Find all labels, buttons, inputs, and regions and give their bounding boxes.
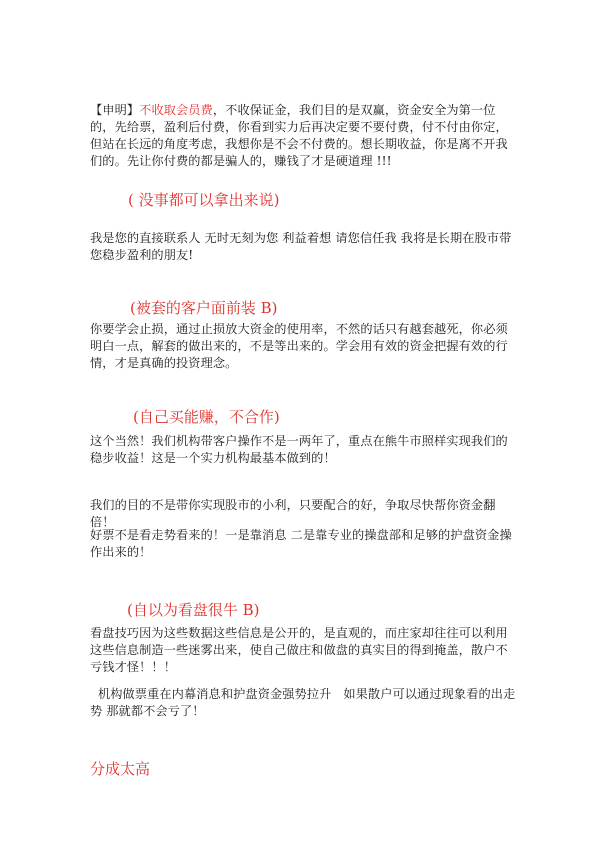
section-3-paragraph-2: 我们的目的不是带你实现股市的小利，只要配合的好，争取尽快帮你资金翻倍！: [90, 498, 496, 529]
section-heading-2: (被套的客户面前装 B): [130, 299, 278, 317]
statement-rest: ，不收保证金，我们目的是双赢，资金安全为第一位的，先给票，盈利后付费，你看到实力后再决定要不要付费，付不付由你定，但站在长远的角度考虑，我想你是不会不付费的。想长期收益，你是离不开我们的。先让你付费的都是骗人的，赚钱了才是硬道理 !!!: [90, 103, 508, 168]
section-heading-5: 分成太高: [90, 760, 151, 778]
section-4-paragraph-1: 看盘技巧因为这些数据这些信息是公开的，是直观的，而庄家却往往可以利用这些信息制造一些迷雾出来，使自己做庄和做盘的真实目的得到掩盖，散户不亏钱才怪！！！: [90, 626, 508, 674]
section-heading-3: (自己买能赚，不合作): [133, 408, 280, 426]
section-2-paragraph-1: 你要学会止损，通过止损放大资金的使用率，不然的话只有越套越死，你必须明白一点，解套的做出来的，不是等出来的。学会用有效的资金把握有效的行情，才是真确的投资理念。: [90, 322, 508, 370]
statement-prefix: 【申明】: [90, 103, 140, 117]
section-1-paragraph-1: 我是您的直接联系人 无时无刻为您 利益着想 请您信任我 我将是长期在股市带您稳步盈利的朋友!: [90, 231, 512, 262]
section-heading-4: (自以为看盘很牛 B): [127, 601, 260, 619]
section-3-paragraph-1: 这个当然！我们机构带客户操作不是一两年了，重点在熊牛市照样实现我们的稳步收益！这是一个实力机构最基本做到的！: [90, 434, 508, 465]
section-heading-1: ( 没事都可以拿出来说): [128, 191, 280, 209]
section-3-paragraph-3: 好票不是看走势看来的！一是靠消息 二是靠专业的操盘部和足够的护盘资金操作出来的！: [90, 528, 512, 559]
statement-highlight: 不收取会员费: [139, 103, 213, 117]
statement-paragraph: [90, 102, 520, 170]
section-4-paragraph-2: 机构做票重在内幕消息和护盘资金强势拉升 如果散户可以通过现象看的出走势 那就都不会亏了！: [90, 687, 516, 718]
